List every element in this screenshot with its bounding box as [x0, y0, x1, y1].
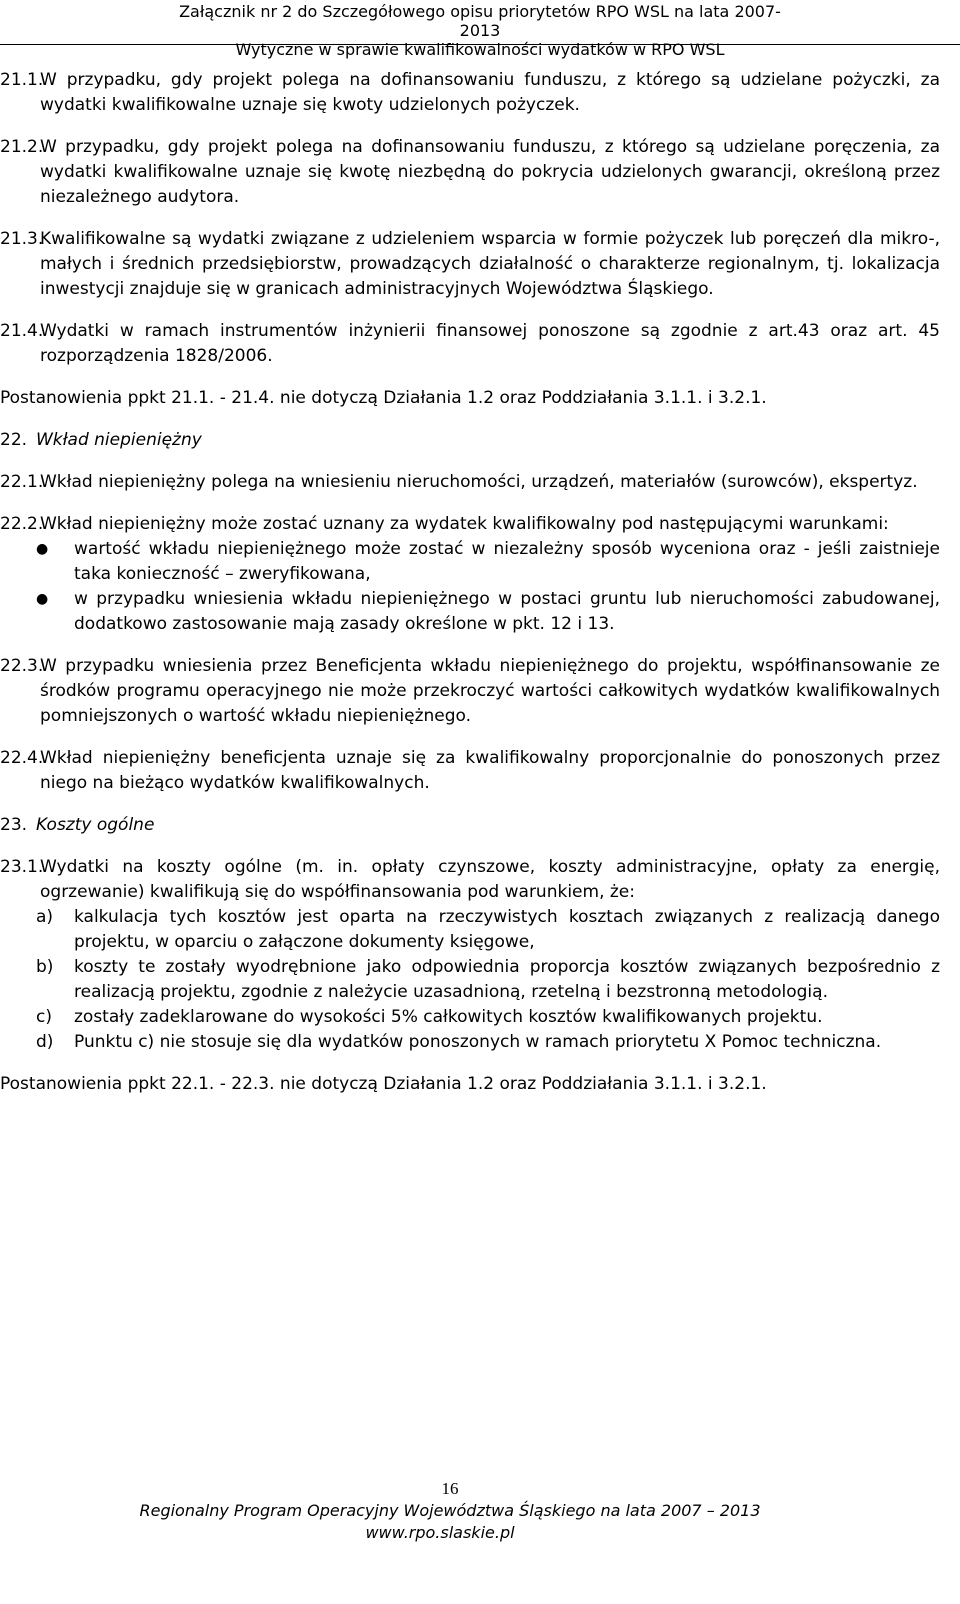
bullet-list-22-2	[0, 537, 940, 637]
header-line-2: Wytyczne w sprawie kwalifikowalności wydatków w RPO WSL	[235, 40, 725, 59]
section-heading-22: 22. Wkład niepieniężny	[0, 430, 202, 450]
paragraph-21-2: 21.2.W przypadku, gdy projekt polega na dofinansowaniu funduszu, z którego są udzielane poręczenia, za wydatki kwalifikowalne uznaje się kwotę niezbędną do pokrycia udzielonych gwarancji, określoną przez niezależnego audytora.	[0, 137, 940, 207]
paragraph-22-3: 22.3.W przypadku wniesienia przez Beneficjenta wkładu niepieniężnego do projektu, współfinansowanie ze środków programu operacyjnego nie może przekroczyć wartości całkowitych wydatków kwalifikowalnych pomniejszonych o wartość wkładu niepieniężnego.	[0, 656, 940, 726]
page-number: 16	[441, 1479, 459, 1498]
section-heading-23: 23. Koszty ogólne	[0, 815, 155, 835]
header-rule	[0, 44, 960, 45]
paragraph-21-3: 21.3.Kwalifikowalne są wydatki związane z udzieleniem wsparcia w formie pożyczek lub poręczeń dla mikro-, małych i średnich przedsiębiorstw, prowadzących działalność o charakterze regionalnym, tj. lokalizacja inwestycji znajduje się w granicach administracyjnych Województwa Śląskiego.	[0, 229, 940, 299]
page-footer	[0, 1478, 960, 1544]
paragraph-23-1: 23.1.Wydatki na koszty ogólne (m. in. opłaty czynszowe, koszty administracyjne, opłaty za energię, ogrzewanie) kwalifikują się do współfinansowania pod warunkiem, że:	[0, 857, 940, 902]
list-item: ● w przypadku wniesienia wkładu niepieniężnego w postaci gruntu lub nieruchomości zabudowanej, dodatkowo zastosowanie mają zasady określone w pkt. 12 i 13.	[36, 589, 940, 634]
list-item: b) koszty te zostały wyodrębnione jako odpowiednia proporcja kosztów związanych bezpośrednio z realizacją projektu, zgodnie z należycie uzasadnioną, rzetelną i bezstronną metodologią.	[36, 957, 940, 1002]
bullet-icon: ●	[36, 591, 49, 607]
page-header	[0, 2, 960, 59]
header-line-1: Załącznik nr 2 do Szczegółowego opisu priorytetów RPO WSL na lata 2007-2013	[179, 2, 781, 40]
list-item: ● wartość wkładu niepieniężnego może zostać w niezależny sposób wyceniona oraz - jeśli zaistnieje taka konieczność – zweryfikowana,	[36, 539, 940, 584]
footer-title: Regionalny Program Operacyjny Województwa Śląskiego na lata 2007 – 2013	[139, 1501, 761, 1520]
bullet-icon: ●	[36, 541, 49, 557]
note-22: Postanowienia ppkt 22.1. - 22.3. nie dotyczą Działania 1.2 oraz Poddziałania 3.1.1. i 3.2.1.	[0, 1074, 767, 1094]
paragraph-21-1: 21.1.W przypadku, gdy projekt polega na dofinansowaniu funduszu, z którego są udzielane pożyczki, za wydatki kwalifikowalne uznaje się kwoty udzielonych pożyczek.	[0, 70, 940, 115]
list-item: c) zostały zadeklarowane do wysokości 5% całkowitych kosztów kwalifikowanych projektu.	[36, 1007, 823, 1027]
lettered-list-23-1	[0, 905, 940, 1055]
document-body	[0, 68, 940, 1114]
footer-url: www.rpo.slaskie.pl	[365, 1523, 515, 1542]
paragraph-22-2: 22.2.Wkład niepieniężny może zostać uznany za wydatek kwalifikowalny pod następującymi warunkami:	[0, 514, 889, 534]
paragraph-22-1: 22.1.Wkład niepieniężny polega na wniesieniu nieruchomości, urządzeń, materiałów (surowców), ekspertyz.	[0, 472, 918, 492]
list-item: d) Punktu c) nie stosuje się dla wydatków ponoszonych w ramach priorytetu X Pomoc techniczna.	[36, 1032, 882, 1052]
paragraph-22-4: 22.4.Wkład niepieniężny beneficjenta uznaje się za kwalifikowalny proporcjonalnie do ponoszonych przez niego na bieżąco wydatków kwalifikowalnych.	[0, 748, 940, 793]
list-item: a) kalkulacja tych kosztów jest oparta na rzeczywistych kosztach związanych z realizacją danego projektu, w oparciu o załączone dokumenty księgowe,	[36, 907, 940, 952]
paragraph-21-4: 21.4.Wydatki w ramach instrumentów inżynierii finansowej ponoszone są zgodnie z art.43 oraz art. 45 rozporządzenia 1828/2006.	[0, 321, 940, 366]
note-21: Postanowienia ppkt 21.1. - 21.4. nie dotyczą Działania 1.2 oraz Poddziałania 3.1.1. i 3.2.1.	[0, 388, 767, 408]
